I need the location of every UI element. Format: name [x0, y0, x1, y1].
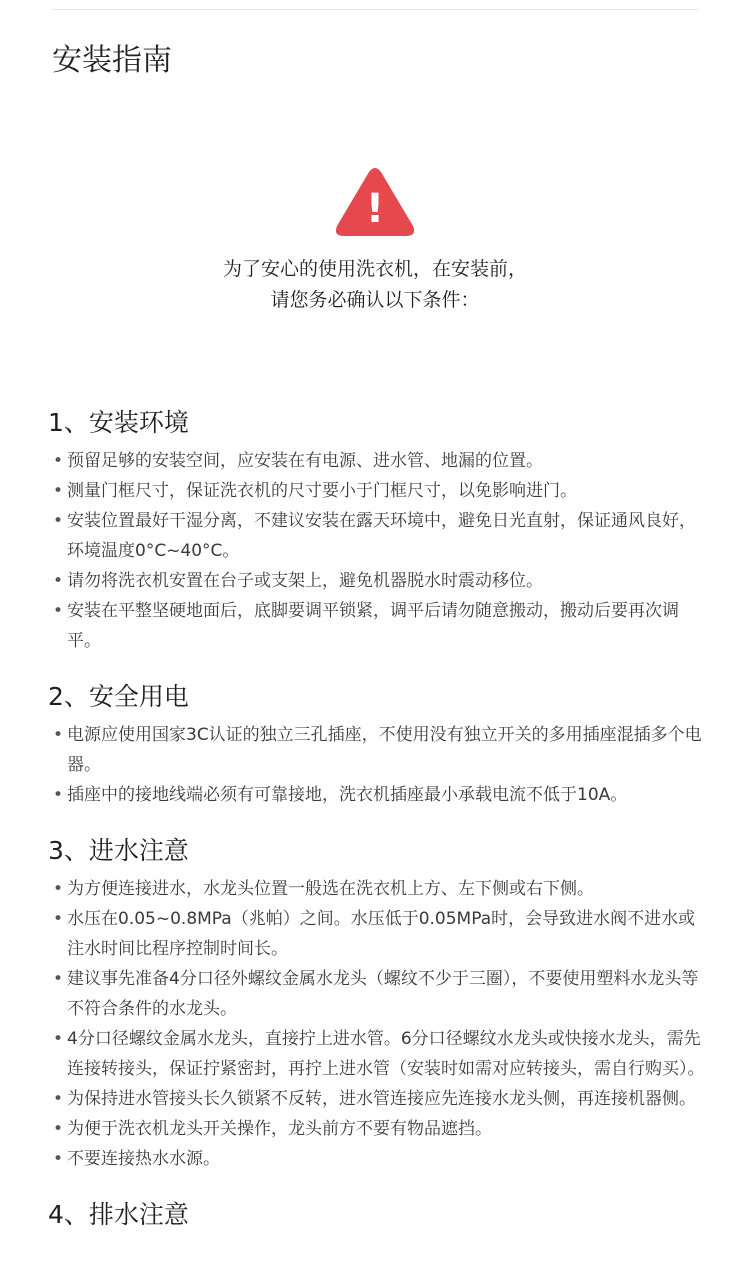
list-item [48, 1084, 708, 1114]
list-item-text: 安装在平整坚硬地面后，底脚要调平锁紧，调平后请勿随意搬动，搬动后要再次调平。 [67, 601, 679, 651]
page-title: 安装指南 [52, 43, 172, 78]
intro-text [0, 254, 750, 316]
bullet-dot: • [53, 725, 64, 745]
list-item-text: 4分口径螺纹金属水龙头，直接拧上进水管。6分口径螺纹水龙头或快接水龙头，需先连接转接头，保证拧紧密封，再拧上进水管（安装时如需对应转接头，需自行购买）。 [67, 1029, 705, 1079]
bullet-dot: • [53, 511, 64, 531]
bullet-dot: • [53, 909, 64, 929]
section-heading: 4、排水注意 [48, 1200, 189, 1229]
list-item-text: 电源应使用国家3C认证的独立三孔插座，不使用没有独立开关的多用插座混插多个电器。 [67, 725, 702, 775]
list-item-text: 安装位置最好干湿分离，不建议安装在露天环境中，避免日光直射，保证通风良好，环境温度0°C~40°C。 [67, 511, 696, 561]
list-item-text: 预留足够的安装空间，应安装在有电源、进水管、地漏的位置。 [67, 451, 543, 471]
list-item [48, 874, 708, 904]
warning-triangle-icon [334, 166, 416, 238]
bullet-dot: • [53, 1149, 64, 1169]
list-item-text: 请勿将洗衣机安置在台子或支架上，避免机器脱水时震动移位。 [67, 571, 543, 591]
warning-exclamation-mark: ! [365, 186, 385, 232]
top-divider [52, 9, 698, 10]
section-drainage [48, 1196, 708, 1234]
bullet-dot: • [53, 601, 64, 621]
list-item [48, 904, 708, 964]
list-item [48, 506, 708, 566]
bullet-dot: • [53, 1119, 64, 1139]
section-list [48, 720, 708, 810]
list-item [48, 1024, 708, 1084]
intro-line-2: 请您务必确认以下条件： [270, 289, 480, 311]
list-item-text: 为便于洗衣机龙头开关操作，龙头前方不要有物品遮挡。 [67, 1119, 492, 1139]
bullet-dot: • [53, 969, 64, 989]
section-electricity [48, 678, 708, 810]
section-heading: 1、安装环境 [48, 408, 189, 437]
bullet-dot: • [53, 481, 64, 501]
bullet-dot: • [53, 1089, 64, 1109]
section-heading: 3、进水注意 [48, 836, 189, 865]
list-item [48, 476, 708, 506]
list-item [48, 1144, 708, 1174]
list-item [48, 964, 708, 1024]
section-list [48, 446, 708, 656]
guide-content [48, 404, 708, 1256]
warning-triangle-svg [334, 166, 416, 238]
bullet-dot: • [53, 879, 64, 899]
list-item [48, 566, 708, 596]
section-heading: 2、安全用电 [48, 682, 189, 711]
section-environment [48, 404, 708, 656]
list-item-text: 建议事先准备4分口径外螺纹金属水龙头（螺纹不少于三圈），不要使用塑料水龙头等不符合条件的水龙头。 [67, 969, 699, 1019]
bullet-dot: • [53, 1029, 64, 1049]
section-list [48, 874, 708, 1174]
section-water-inlet [48, 832, 708, 1174]
list-item [48, 780, 708, 810]
intro-line-1: 为了安心的使用洗衣机，在安装前， [222, 258, 527, 280]
list-item [48, 1114, 708, 1144]
list-item [48, 446, 708, 476]
bullet-dot: • [53, 785, 64, 805]
list-item-text: 不要连接热水水源。 [67, 1149, 220, 1169]
bullet-dot: • [53, 451, 64, 471]
list-item-text: 为方便连接进水，水龙头位置一般选在洗衣机上方、左下侧或右下侧。 [67, 879, 594, 899]
list-item [48, 720, 708, 780]
bullet-dot: • [53, 571, 64, 591]
list-item-text: 插座中的接地线端必须有可靠接地，洗衣机插座最小承载电流不低于10A。 [67, 785, 628, 805]
list-item-text: 测量门框尺寸，保证洗衣机的尺寸要小于门框尺寸，以免影响进门。 [67, 481, 577, 501]
list-item [48, 596, 708, 656]
list-item-text: 水压在0.05~0.8MPa（兆帕）之间。水压低于0.05MPa时，会导致进水阀不进水或注水时间比程序控制时间长。 [67, 909, 696, 959]
list-item-text: 为保持进水管接头长久锁紧不反转，进水管连接应先连接水龙头侧，再连接机器侧。 [67, 1089, 696, 1109]
